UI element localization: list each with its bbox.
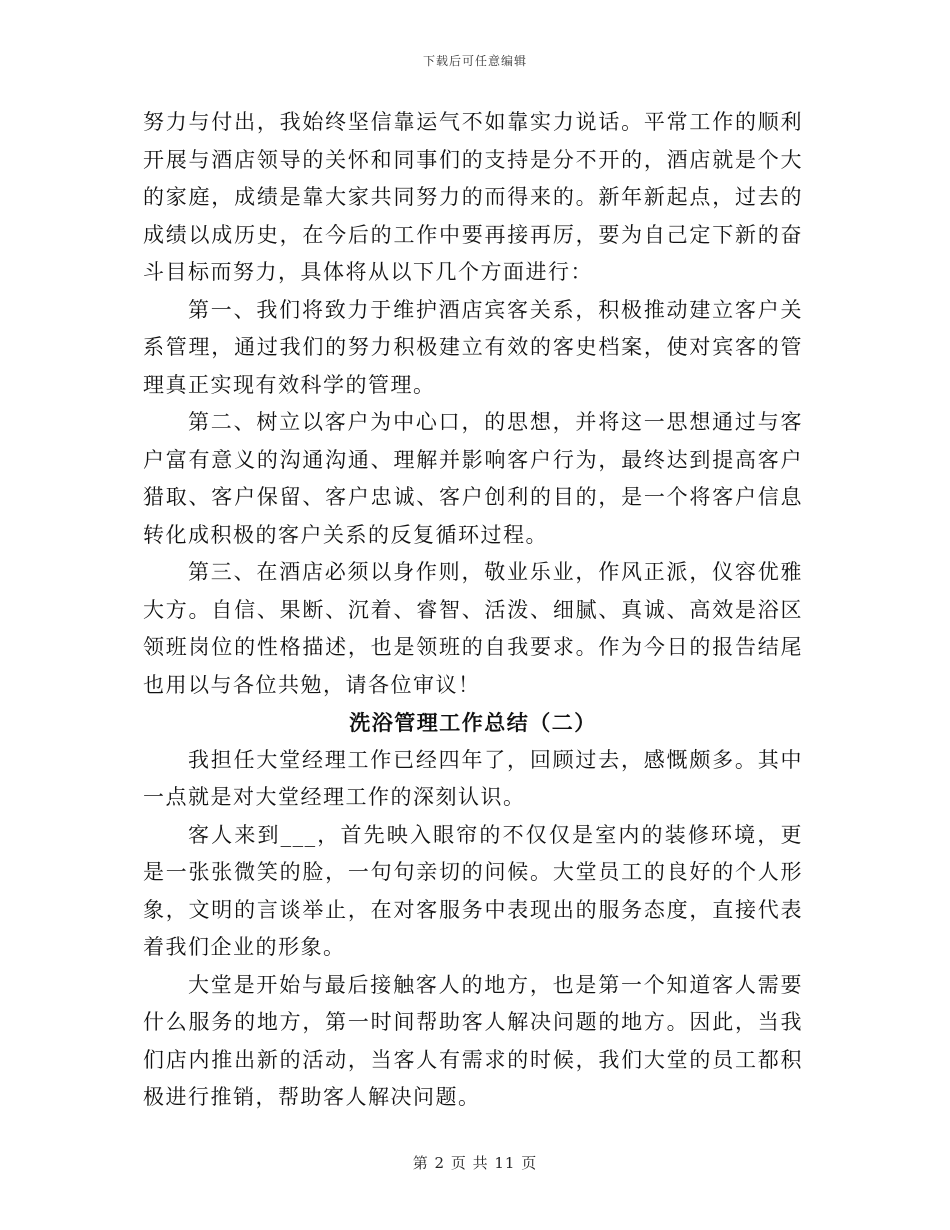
paragraph-point-three: 第三、在酒店必须以身作则，敬业乐业，作风正派，仪容优雅大方。自信、果断、沉着、睿智、活泼、细腻、真诚、高效是浴区领班岗位的性格描述，也是领班的自我要求。作为今日的报告结尾也用以与各位共勉，请各位审议！ [143, 560, 803, 697]
section-paragraph-image: 客人来到___，首先映入眼帘的不仅仅是室内的装修环境，更是一张张微笑的脸，一句句亲切的问候。大堂员工的良好的个人形象，文明的言谈举止，在对客服务中表现出的服务态度，直接代表着我们企业的形象。 [143, 822, 803, 959]
section-paragraph-lobby: 大堂是开始与最后接触客人的地方，也是第一个知道客人需要什么服务的地方，第一时间帮助客人解决问题的地方。因此，当我们店内推出新的活动，当客人有需求的时候，我们大堂的员工都积极进行推销，帮助客人解决问题。 [143, 972, 803, 1109]
section-paragraph-intro: 我担任大堂经理工作已经四年了，回顾过去，感慨颇多。其中一点就是对大堂经理工作的深刻认识。 [143, 747, 803, 809]
paragraph-point-two: 第二、树立以客户为中心口，的思想，并将这一思想通过与客户富有意义的沟通沟通、理解并影响客户行为，最终达到提高客户猎取、客户保留、客户忠诚、客户创利的目的，是一个将客户信息转化成积极的客户关系的反复循环过程。 [143, 410, 803, 547]
paragraph-point-one: 第一、我们将致力于维护酒店宾客关系，积极推动建立客户关系管理，通过我们的努力积极建立有效的客史档案，使对宾客的管理真正实现有效科学的管理。 [143, 297, 803, 397]
document-body [143, 104, 803, 1117]
page-header: 下载后可任意编辑 [422, 54, 527, 68]
page-number: 第 2 页 共 11 页 [412, 1154, 538, 1172]
paragraph-continuation: 努力与付出，我始终坚信靠运气不如靠实力说话。平常工作的顺利开展与酒店领导的关怀和同事们的支持是分不开的，酒店就是个大的家庭，成绩是靠大家共同努力的而得来的。新年新起点，过去的成绩以成历史，在今后的工作中要再接再厉，要为自己定下新的奋斗目标而努力，具体将从以下几个方面进行： [143, 110, 803, 284]
section-title: 洗浴管理工作总结（二） [349, 710, 597, 735]
